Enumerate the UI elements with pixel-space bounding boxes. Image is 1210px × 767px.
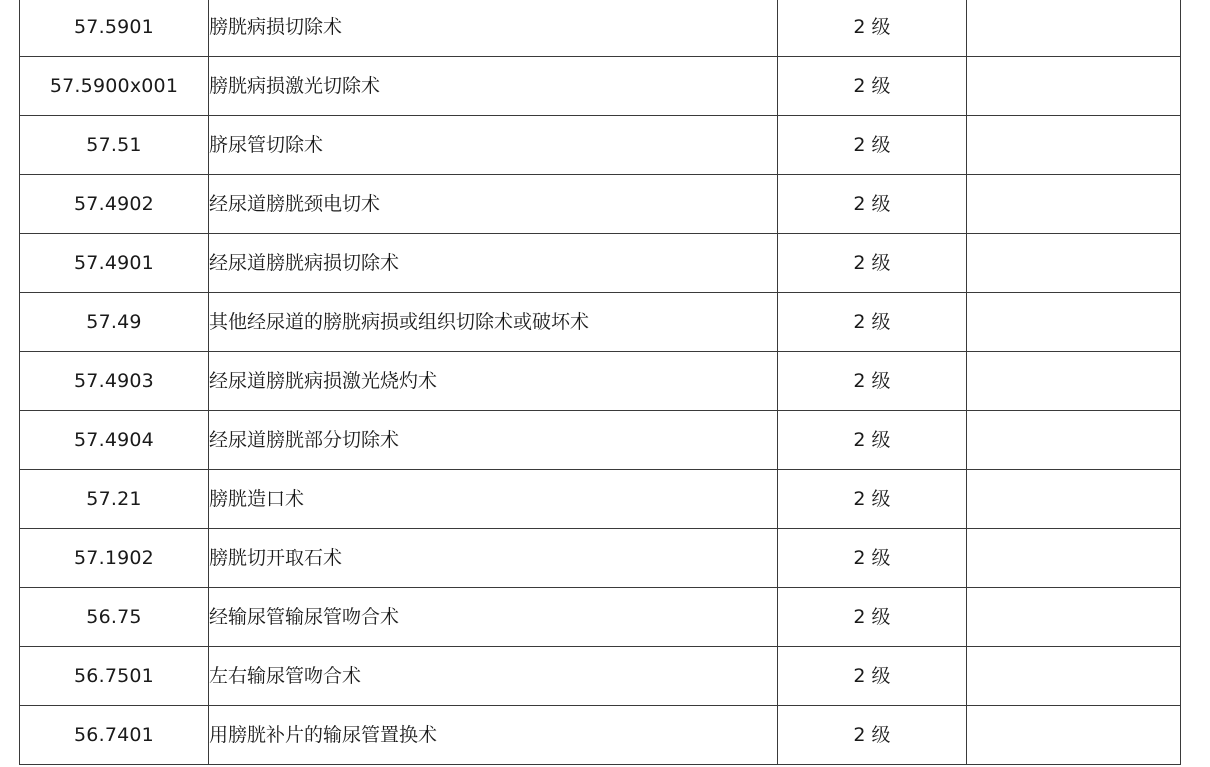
procedure-code-cell: 57.51	[20, 116, 209, 175]
procedure-name-cell: 经尿道膀胱病损切除术	[209, 234, 778, 293]
procedure-name-cell: 脐尿管切除术	[209, 116, 778, 175]
procedure-name-cell: 膀胱切开取石术	[209, 529, 778, 588]
procedure-note-cell	[967, 293, 1181, 352]
procedure-note-cell	[967, 647, 1181, 706]
procedure-level-cell: 2 级	[778, 352, 967, 411]
procedure-name-cell: 膀胱造口术	[209, 470, 778, 529]
procedure-code-cell: 57.4903	[20, 352, 209, 411]
procedure-name-cell: 其他经尿道的膀胱病损或组织切除术或破坏术	[209, 293, 778, 352]
procedure-table	[19, 0, 1181, 765]
procedure-table-body	[20, 0, 1181, 765]
procedure-code-cell: 57.5900x001	[20, 57, 209, 116]
procedure-note-cell	[967, 116, 1181, 175]
procedure-code-cell: 57.1902	[20, 529, 209, 588]
procedure-name-cell: 经尿道膀胱颈电切术	[209, 175, 778, 234]
procedure-code-cell: 56.7401	[20, 706, 209, 765]
procedure-level-cell: 2 级	[778, 0, 967, 57]
table-row	[20, 0, 1181, 57]
procedure-code-cell: 57.5901	[20, 0, 209, 57]
table-row	[20, 293, 1181, 352]
table-row	[20, 352, 1181, 411]
procedure-note-cell	[967, 175, 1181, 234]
procedure-name-cell: 经尿道膀胱病损激光烧灼术	[209, 352, 778, 411]
procedure-note-cell	[967, 411, 1181, 470]
procedure-level-cell: 2 级	[778, 706, 967, 765]
table-row	[20, 588, 1181, 647]
table-row	[20, 57, 1181, 116]
procedure-name-cell: 经输尿管输尿管吻合术	[209, 588, 778, 647]
procedure-level-cell: 2 级	[778, 529, 967, 588]
procedure-code-cell: 57.21	[20, 470, 209, 529]
procedure-name-cell: 膀胱病损激光切除术	[209, 57, 778, 116]
procedure-name-cell: 经尿道膀胱部分切除术	[209, 411, 778, 470]
procedure-code-cell: 57.4904	[20, 411, 209, 470]
procedure-level-cell: 2 级	[778, 470, 967, 529]
procedure-code-cell: 57.4902	[20, 175, 209, 234]
procedure-level-cell: 2 级	[778, 116, 967, 175]
procedure-note-cell	[967, 352, 1181, 411]
procedure-name-cell: 左右输尿管吻合术	[209, 647, 778, 706]
table-row	[20, 411, 1181, 470]
procedure-note-cell	[967, 706, 1181, 765]
procedure-level-cell: 2 级	[778, 293, 967, 352]
procedure-code-cell: 56.75	[20, 588, 209, 647]
procedure-code-cell: 56.7501	[20, 647, 209, 706]
table-row	[20, 116, 1181, 175]
procedure-note-cell	[967, 0, 1181, 57]
procedure-level-cell: 2 级	[778, 234, 967, 293]
procedure-name-cell: 用膀胱补片的输尿管置换术	[209, 706, 778, 765]
table-row	[20, 234, 1181, 293]
procedure-level-cell: 2 级	[778, 57, 967, 116]
table-row	[20, 175, 1181, 234]
table-row	[20, 647, 1181, 706]
procedure-code-cell: 57.49	[20, 293, 209, 352]
procedure-level-cell: 2 级	[778, 647, 967, 706]
procedure-note-cell	[967, 57, 1181, 116]
procedure-note-cell	[967, 588, 1181, 647]
procedure-level-cell: 2 级	[778, 411, 967, 470]
table-row	[20, 470, 1181, 529]
procedure-note-cell	[967, 234, 1181, 293]
procedure-code-cell: 57.4901	[20, 234, 209, 293]
procedure-note-cell	[967, 470, 1181, 529]
procedure-level-cell: 2 级	[778, 588, 967, 647]
table-row	[20, 706, 1181, 765]
procedure-name-cell: 膀胱病损切除术	[209, 0, 778, 57]
procedure-note-cell	[967, 529, 1181, 588]
table-row	[20, 529, 1181, 588]
procedure-level-cell: 2 级	[778, 175, 967, 234]
